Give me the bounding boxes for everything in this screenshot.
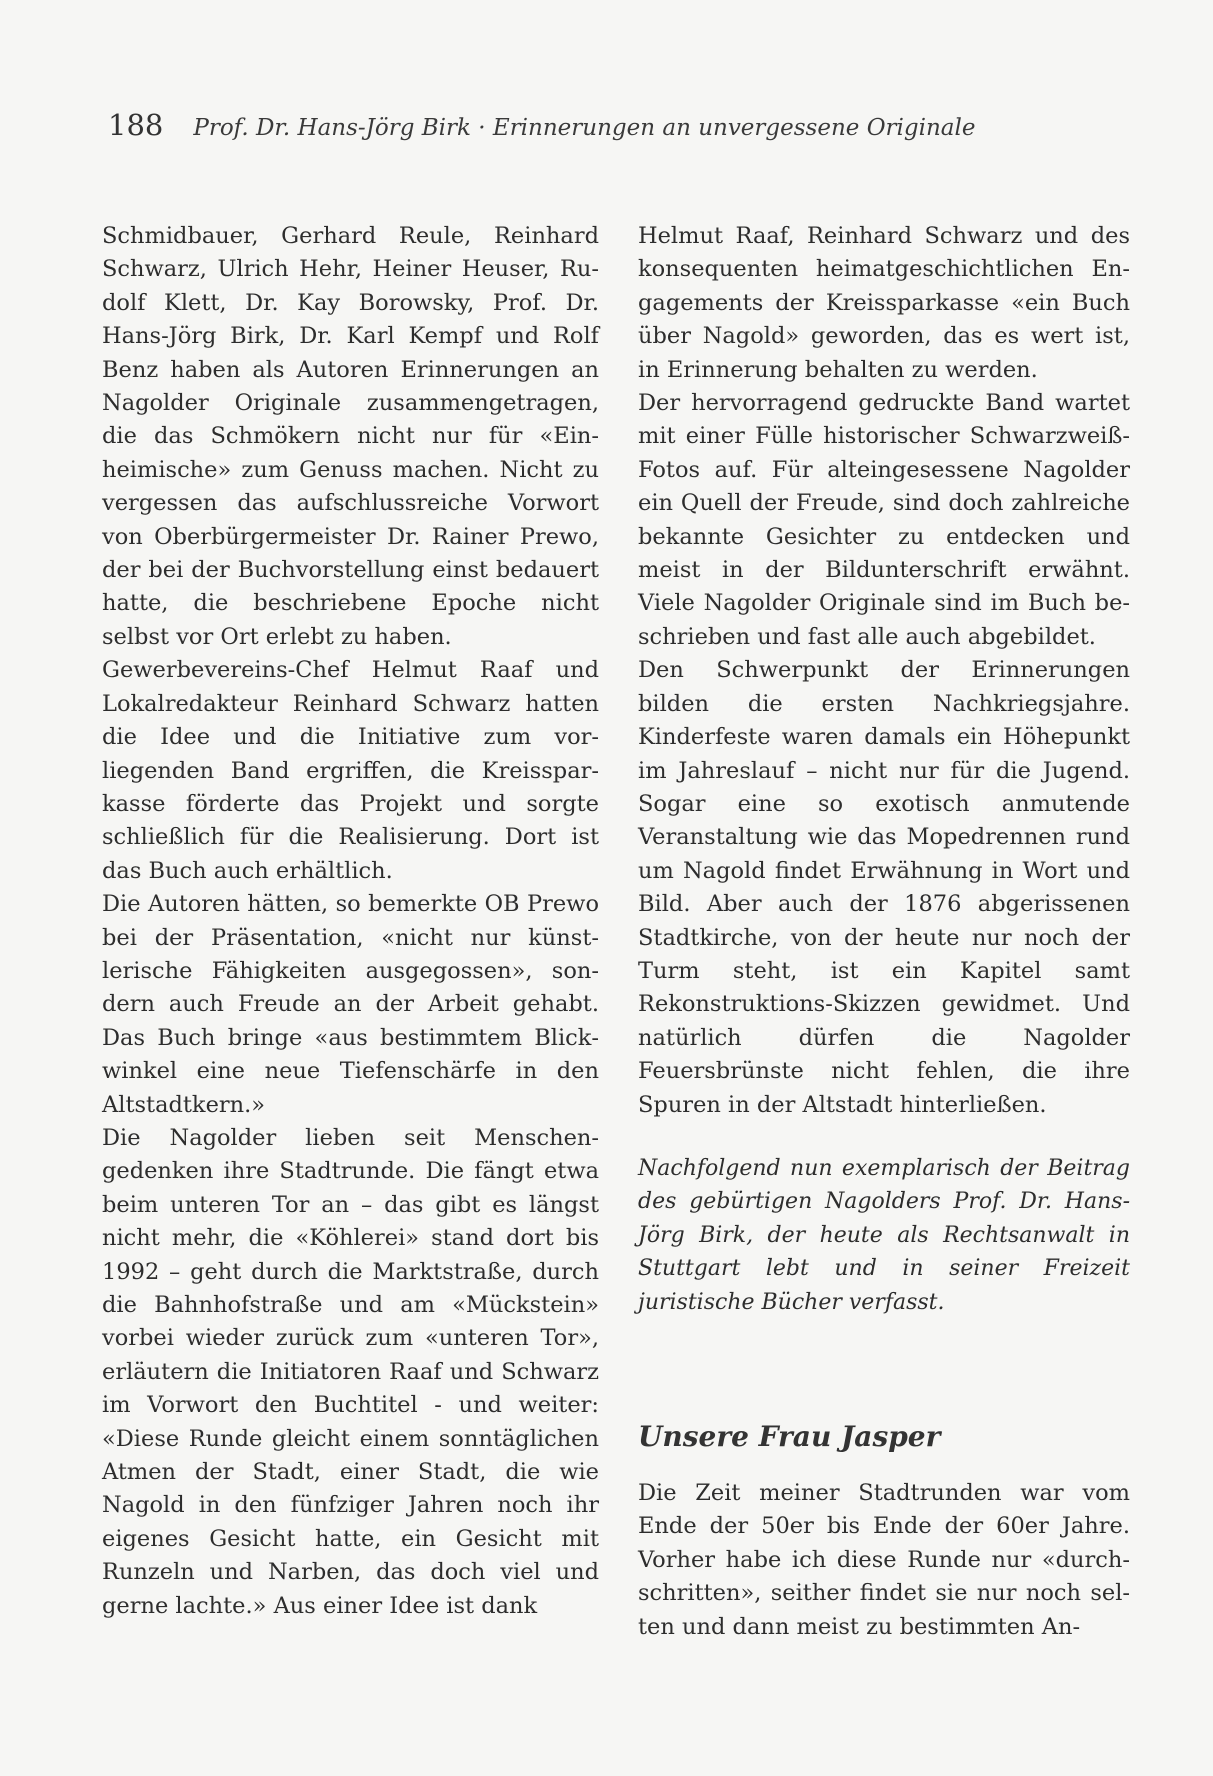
right-column xyxy=(638,220,1130,1644)
left-paragraph-1: Schmidbauer, Gerhard Reule, Reinhard Schwarz, Ulrich Hehr, Heiner Heuser, Rudolf Klett, Dr. Kay Borowsky, Prof. Dr. Hans-Jörg Birk, Dr. Karl Kempf und Rolf Benz haben als Autoren Erinnerungen an Nagolder Originale zusammengetragen, die das Schmökern nicht nur für «Einheimische» zum Genuss machen. Nicht zu vergessen das aufschlussreiche Vorwort von Oberbürgermeister Dr. Rainer Prewo, der bei der Buchvorstellung einst bedauert hatte, die beschriebene Epoche nicht selbst vor Ort erlebt zu haben. xyxy=(102,223,599,650)
left-paragraph-3: Die Autoren hätten, so bemerkte OB Prewo bei der Präsentation, «nicht nur künstlerische Fähigkeiten ausgegossen», sondern auch Freude an der Arbeit gehabt. Das Buch bringe «aus bestimmtem Blickwinkel eine neue Tiefenschärfe in den Altstadtkern.» xyxy=(102,891,599,1118)
right-paragraph-1: Helmut Raaf, Reinhard Schwarz und des konsequenten heimatgeschichtlichen Engagements der Kreissparkasse «ein Buch über Nagold» geworden, das es wert ist, in Erinnerung behalten zu werden. xyxy=(638,223,1130,383)
italic-intro: Nachfolgend nun exemplarisch der Beitrag des gebürtigen Nagolders Prof. Dr. Hans-Jörg Birk, der heute als Rechtsanwalt in Stuttgart lebt und in seiner Freizeit juristische Bücher verfasst. xyxy=(638,1155,1130,1315)
left-paragraph-4: Die Nagolder lieben seit Menschengedenken ihre Stadtrunde. Die fängt etwa beim unteren Tor an – das gibt es längst nicht mehr, die «Köhlerei» stand dort bis 1992 – geht durch die Marktstraße, durch die Bahnhofstraße und am «Mückstein» vorbei wieder zurück zum «unteren Tor», erläutern die Initiatoren Raaf und Schwarz im Vorwort den Buchtitel - und weiter: «Diese Runde gleicht einem sonntäglichen Atmen der Stadt, einer Stadt, die wie Nagold in den fünfziger Jahren noch ihr eigenes Gesicht hatte, ein Gesicht mit Runzeln und Narben, das doch viel und gerne lachte.» Aus einer Idee ist dank xyxy=(102,1124,599,1619)
left-paragraph-2: Gewerbevereins-Chef Helmut Raaf und Lokalredakteur Reinhard Schwarz hatten die Idee und die Initiative zum vorliegenden Band ergriffen, die Kreissparkasse förderte das Projekt und sorgte schließlich für die Realisierung. Dort ist das Buch auch erhältlich. xyxy=(102,657,599,884)
left-column xyxy=(102,220,599,1623)
section-paragraph: Die Zeit meiner Stadtrunden war vom Ende der 50er bis Ende der 60er Jahre. Vorher habe ich diese Runde nur «durchschritten», seither findet sie nur noch selten und dann meist zu bestimmten An- xyxy=(638,1480,1130,1640)
page-header xyxy=(108,108,1008,148)
right-paragraph-3: Den Schwerpunkt der Erinnerungen bilden die ersten Nachkriegsjahre. Kinderfeste waren damals ein Höhepunkt im Jahreslauf – nicht nur für die Jugend. Sogar eine so exotisch anmutende Veranstaltung wie das Mopedrennen rund um Nagold findet Erwähnung in Wort und Bild. Aber auch der 1876 abgerissenen Stadtkirche, von der heute nur noch der Turm steht, ist ein Kapitel samt Rekonstruktions-Skizzen gewidmet. Und natürlich dürfen die Nagolder Feuersbrünste nicht fehlen, die ihre Spuren in der Altstadt hinterließen. xyxy=(638,657,1130,1118)
section-heading: Unsere Frau Jasper xyxy=(638,1420,941,1453)
running-head: Prof. Dr. Hans-Jörg Birk · Erinnerungen an unvergessene Originale xyxy=(193,115,976,141)
right-paragraph-2: Der hervorragend gedruckte Band wartet mit einer Fülle historischer Schwarzweiß-Fotos auf. Für alteingesessene Nagolder ein Quell der Freude, sind doch zahlreiche bekannte Gesichter zu entdecken und meist in der Bildunterschrift erwähnt. Viele Nagolder Originale sind im Buch beschrieben und fast alle auch abgebildet. xyxy=(638,390,1130,650)
page-number: 188 xyxy=(108,108,164,142)
